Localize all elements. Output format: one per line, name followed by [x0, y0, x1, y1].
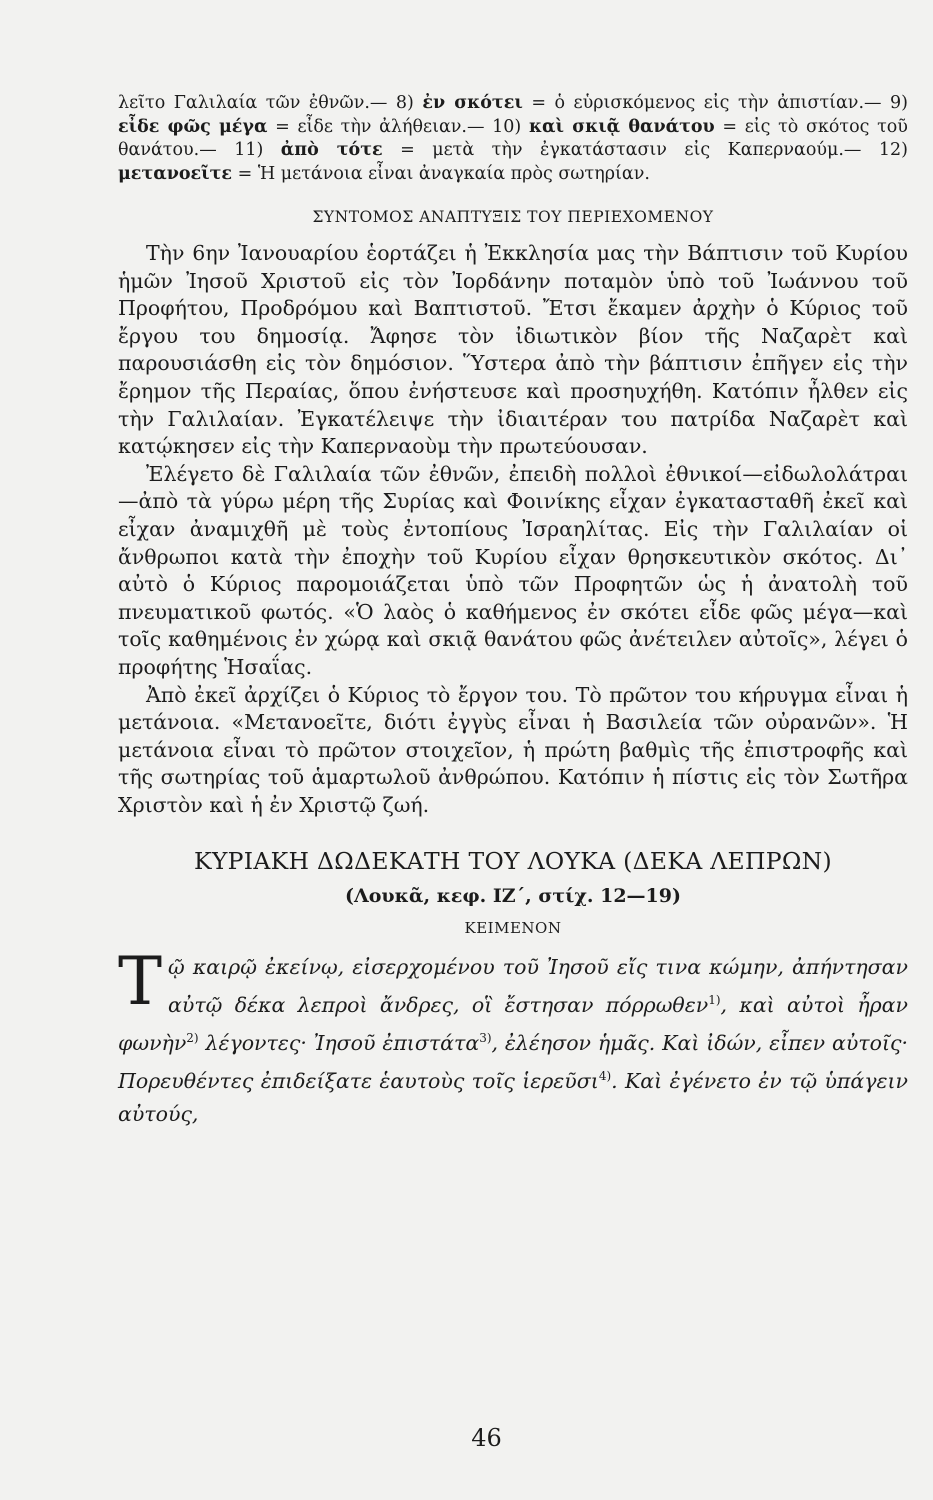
gospel-segment: ῷ καιρῷ ἐκείνῳ, εἰσερχομένου τοῦ Ἰησοῦ εἴς τινα κώμην, ἀπήντησαν αὐτῷ δέκα λεπροὶ ἄνδρες, οἳ ἔστησαν πόρρωθεν: [168, 955, 908, 1018]
gospel-segment: . Καὶ ἐγένετο ἐν τῷ ὑπάγειν αὐτούς,: [118, 1068, 908, 1126]
chapter-title: ΚΥΡΙΑΚΗ ΔΩΔΕΚΑΤΗ ΤΟΥ ΛΟΥΚΑ (ΔΕΚΑ ΛΕΠΡΩΝ): [193, 847, 832, 876]
gloss-text: = εἰς τὸ σκότος τοῦ θανάτου.— 11): [118, 116, 908, 160]
gloss-term: καὶ σκιᾷ θανάτου: [528, 116, 715, 137]
gospel-segment: , καὶ αὐτοὶ ἦραν φωνὴν: [118, 993, 908, 1056]
gloss-text: = ὁ εὑρισκόμενος εἰς τὴν ἀπιστίαν.— 9): [531, 93, 908, 113]
chapter-reference: (Λουκᾶ, κεφ. ΙΖ΄, στίχ. 12—19): [345, 885, 681, 908]
text-label: ΚΕΙΜΕΝΟΝ: [464, 919, 562, 938]
footnote-marker: 4): [598, 1069, 612, 1084]
gloss-term: εἶδε φῶς μέγα: [118, 116, 268, 137]
glossary-text: [118, 92, 908, 186]
summary-paragraph-2: Ἐλέγετο δὲ Γαλιλαία τῶν ἐθνῶν, ἐπειδὴ πολλοὶ ἐθνικοί—εἰδωλολάτραι—ἀπὸ τὰ γύρω μέρη τῆς Συρίας καὶ Φοινίκης εἶχαν ἐγκατασταθῆ ἐκεῖ καὶ εἶχαν ἀναμιχθῆ μὲ τοὺς ἐντοπίους Ἰσραηλίτας. Εἰς τὴν Γαλιλαίαν οἱ ἄνθρωποι κατὰ τὴν ἐποχὴν τοῦ Κυρίου εἶχαν θρησκευτικὸν σκότος. Δι᾽ αὐτὸ ὁ Κύριος παρομοιάζεται ὑπὸ τῶν Προφητῶν ὡς ἡ ἀνατολὴ τοῦ πνευματικοῦ φωτός. «Ὁ λαὸς ὁ καθήμενος ἐν σκότει εἶδε φῶς μέγα—καὶ τοῖς καθημένοις ἐν χώρᾳ καὶ σκιᾷ θανάτου φῶς ἀνέτειλεν αὐτοῖς», λέγει ὁ προφήτης Ἡσαΐας.: [118, 461, 908, 679]
gloss-text: = Ἡ μετάνοια εἶναι ἀναγκαία πρὸς σωτηρίαν.: [237, 163, 650, 184]
footnote-marker: 2): [186, 1031, 199, 1046]
footnote-marker: 3): [479, 1031, 492, 1046]
gloss-text: λεῖτο Γαλιλαία τῶν ἐθνῶν.— 8): [118, 93, 414, 113]
summary-paragraph-1: Τὴν 6ην Ἰανουαρίου ἑορτάζει ἡ Ἐκκλησία μας τὴν Βάπτισιν τοῦ Κυρίου ἡμῶν Ἰησοῦ Χριστοῦ εἰς τὸν Ἰορδάνην ποταμὸν ὑπὸ τοῦ Ἰωάννου τοῦ Προφήτου, Προδρόμου καὶ Βαπτιστοῦ. Ἔτσι ἔκαμεν ἀρχὴν ὁ Κύριος τοῦ ἔργου του δημοσίᾳ. Ἄφησε τὸν ἰδιωτικὸν βίον τῆς Ναζαρὲτ καὶ παρουσιάσθη εἰς τὸν δημόσιον. Ὕστερα ἀπὸ τὴν βάπτισιν ἐπῆγεν εἰς τὴν ἔρημον τῆς Περαίας, ὅπου ἐνήστευσε καὶ προσηυχήθη. Κατόπιν ἦλθεν εἰς τὴν Γαλιλαίαν. Ἐγκατέλειψε τὴν ἰδιαιτέραν του πατρίδα Ναζαρὲτ καὶ κατῴκησεν εἰς τὴν Καπερναοὺμ τὴν πρωτεύουσαν.: [118, 241, 908, 459]
page-number: 46: [471, 1424, 502, 1452]
gloss-text: = μετὰ τὴν ἐγκατάστασιν εἰς Καπερναούμ.— 12): [400, 140, 908, 160]
drop-cap: Τ: [118, 943, 163, 1021]
summary-heading: ΣΥΝΤΟΜΟΣ ΑΝΑΠΤΥΞΙΣ ΤΟΥ ΠΕΡΙΕΧΟΜΕΝΟΥ: [312, 208, 714, 226]
gloss-text: = εἶδε τὴν ἀλήθειαν.— 10): [275, 116, 522, 137]
gospel-segment: , ἐλέησον ἡμᾶς. Καὶ ἰδών, εἶπεν αὐτοῖς· Πορευθέντες ἐπιδείξατε ἑαυτοὺς τοῖς ἱερεῦσι: [118, 1031, 909, 1093]
summary-paragraph-3: Ἀπὸ ἐκεῖ ἀρχίζει ὁ Κύριος τὸ ἔργον του. Τὸ πρῶτον του κήρυγμα εἶναι ἡ μετάνοια. «Μετανοεῖτε, διότι ἐγγὺς εἶναι ἡ Βασιλεία τῶν οὐρανῶν». Ἡ μετάνοια εἶναι τὸ πρῶτον στοιχεῖον, ἡ πρώτη βαθμὶς τῆς ἐπιστροφῆς καὶ τῆς σωτηρίας τοῦ ἁμαρτωλοῦ ἀνθρώπου. Κατόπιν ἡ πίστις εἰς τὸν Σωτῆρα Χριστὸν καὶ ἡ ἐν Χριστῷ ζωή.: [118, 682, 908, 817]
gospel-text: [118, 943, 909, 1130]
gloss-term: μετανοεῖτε: [118, 163, 233, 184]
gospel-segment: λέγοντες· Ἰησοῦ ἐπιστάτα: [198, 1031, 480, 1056]
gloss-term: ἀπὸ τότε: [280, 140, 383, 160]
page-content: [118, 92, 908, 1131]
footnote-marker: 1): [708, 993, 721, 1008]
footnote-glossary: [118, 92, 908, 186]
gloss-term: ἐν σκότει: [422, 93, 523, 113]
